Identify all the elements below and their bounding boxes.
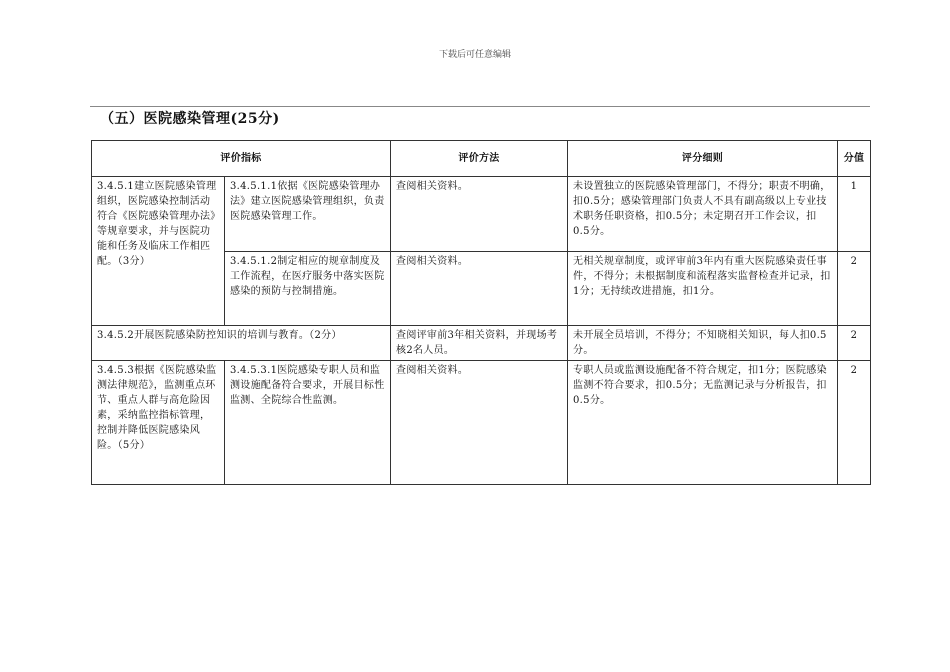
score-cell: 2	[838, 252, 871, 326]
detail-cell: 未设置独立的医院感染管理部门，不得分；职责不明确，扣0.5分；感染管理部门负责人不具有副高级以上专业技术职务任职资格，扣0.5分；未定期召开工作会议，扣0.5分。	[568, 177, 838, 252]
header-note: 下载后可任意编辑	[438, 50, 511, 60]
indicator-group-cell: 3.4.5.1建立医院感染管理组织，医院感染控制活动符合《医院感染管理办法》等规章要求，并与医院功能和任务及临床工作相匹配。（3分）	[92, 177, 225, 326]
method-cell: 查阅评审前3年相关资料，并现场考核2名人员。	[391, 326, 568, 361]
header-method: 评价方法	[391, 141, 568, 177]
header-detail: 评分细则	[568, 141, 838, 177]
score-cell: 2	[838, 326, 871, 361]
indicator-full-cell: 3.4.5.2开展医院感染防控知识的培训与教育。（2分）	[92, 326, 391, 361]
table-row	[92, 326, 871, 361]
detail-cell: 无相关规章制度，或评审前3年内有重大医院感染责任事件，不得分；未根据制度和流程落实监督检查并记录，扣1分；无持续改进措施，扣1分。	[568, 252, 838, 326]
detail-cell: 专职人员或监测设施配备不符合规定，扣1分；医院感染监测不符合要求，扣0.5分；无监测记录与分析报告，扣0.5分。	[568, 361, 838, 485]
header-score: 分值	[838, 141, 871, 177]
method-cell: 查阅相关资料。	[391, 177, 568, 252]
method-cell: 查阅相关资料。	[391, 361, 568, 485]
sub-indicator-cell: 3.4.5.1.1依据《医院感染管理办法》建立医院感染管理组织，负责医院感染管理工作。	[225, 177, 391, 252]
detail-cell: 未开展全员培训，不得分；不知晓相关知识，每人扣0.5分。	[568, 326, 838, 361]
section-title: （五）医院感染管理(25分)	[100, 111, 280, 127]
table-row	[92, 177, 871, 252]
evaluation-table	[91, 140, 871, 485]
indicator-group-cell: 3.4.5.3根据《医院感染监测法律规范》，监测重点环节、重点人群与高危险因素，采纳监控指标管理，控制并降低医院感染风险。（5分）	[92, 361, 225, 485]
header-divider	[90, 106, 870, 107]
sub-indicator-cell: 3.4.5.1.2制定相应的规章制度及工作流程，在医疗服务中落实医院感染的预防与控制措施。	[225, 252, 391, 326]
method-cell: 查阅相关资料。	[391, 252, 568, 326]
score-cell: 2	[838, 361, 871, 485]
header-indicator: 评价指标	[92, 141, 391, 177]
sub-indicator-cell: 3.4.5.3.1医院感染专职人员和监测设施配备符合要求，开展目标性监测、全院综合性监测。	[225, 361, 391, 485]
table-header-row	[92, 141, 871, 177]
score-cell: 1	[838, 177, 871, 252]
table-row	[92, 361, 871, 485]
